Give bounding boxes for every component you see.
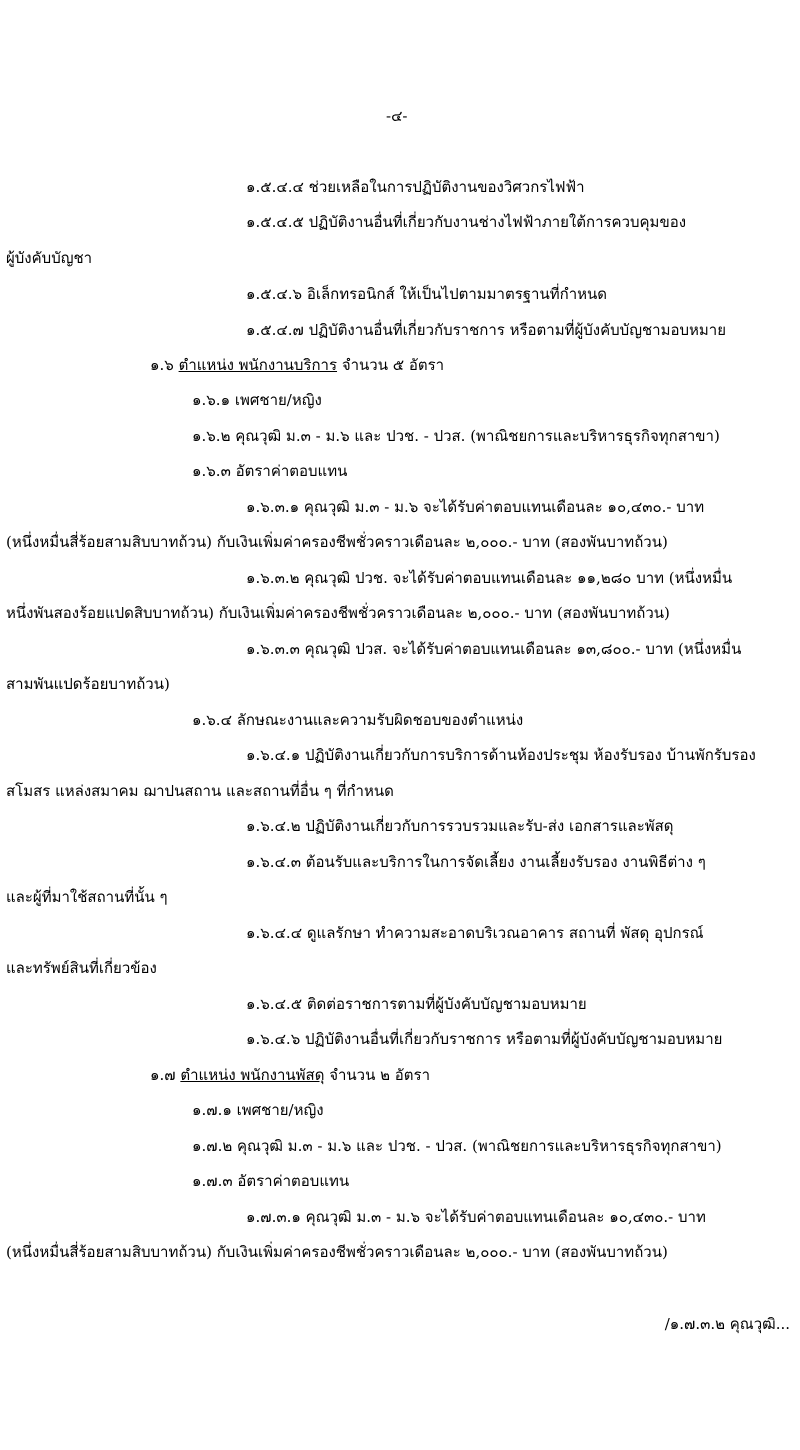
line-1-6-3-1-cont: (หนึ่งหมื่นสี่ร้อยสามสิบบาทถ้วน) กับเงินเพิ่มค่าครองชีพชั่วคราวเดือนละ ๒,๐๐๐.- บาท (สองพันบาทถ้วน) — [6, 533, 668, 551]
line-1-6-4: ๑.๖.๔ ลักษณะงานและความรับผิดชอบของตำแหน่ง — [192, 711, 524, 729]
line-1-6-4-3-cont: และผู้ที่มาใช้สถานที่นั้น ๆ — [6, 888, 168, 906]
line-1-5-4-5: ๑.๕.๔.๕ ปฏิบัติงานอื่นที่เกี่ยวกับงานช่างไฟฟ้าภายใต้การควบคุมของ — [246, 213, 687, 231]
line-1-7-2: ๑.๗.๒ คุณวุฒิ ม.๓ - ม.๖ และ ปวช. - ปวส. (พาณิชยการและบริหารธุรกิจทุกสาขา) — [192, 1137, 722, 1155]
heading-count: จำนวน ๒ อัตรา — [329, 1066, 431, 1084]
line-1-6-4-5: ๑.๖.๔.๕ ติดต่อราชการตามที่ผู้บังคับบัญชามอบหมาย — [246, 995, 587, 1013]
line-1-6-4-4: ๑.๖.๔.๔ ดูแลรักษา ทำความสะอาดบริเวณอาคาร สถานที่ พัสดุ อุปกรณ์ — [246, 924, 704, 942]
line-1-6-3-2-cont: หนึ่งพันสองร้อยแปดสิบบาทถ้วน) กับเงินเพิ่มค่าครองชีพชั่วคราวเดือนละ ๒,๐๐๐.- บาท (สองพันบาทถ้วน) — [6, 604, 670, 622]
heading-number: ๑.๖ — [150, 356, 174, 374]
heading-count: จำนวน ๕ อัตรา — [341, 356, 445, 374]
line-1-7-3-1-cont: (หนึ่งหมื่นสี่ร้อยสามสิบบาทถ้วน) กับเงินเพิ่มค่าครองชีพชั่วคราวเดือนละ ๒,๐๐๐.- บาท (สองพันบาทถ้วน) — [6, 1243, 668, 1261]
continuation-marker: /๑.๗.๓.๒ คุณวุฒิ... — [664, 1315, 790, 1333]
line-1-6-4-2: ๑.๖.๔.๒ ปฏิบัติงานเกี่ยวกับการรวบรวมและรับ-ส่ง เอกสารและพัสดุ — [246, 817, 674, 835]
heading-title: ตำแหน่ง พนักงานบริการ — [178, 356, 338, 374]
line-1-5-4-4: ๑.๕.๔.๔ ช่วยเหลือในการปฏิบัติงานของวิศวกรไฟฟ้า — [246, 178, 585, 196]
line-1-6-4-1-cont: สโมสร แหล่งสมาคม ฌาปนสถาน และสถานที่อื่น ๆ ที่กำหนด — [6, 782, 394, 800]
line-1-7-3-1: ๑.๗.๓.๑ คุณวุฒิ ม.๓ - ม.๖ จะได้รับค่าตอบแทนเดือนละ ๑๐,๔๓๐.- บาท — [246, 1208, 706, 1226]
line-1-6-4-6: ๑.๖.๔.๖ ปฏิบัติงานอื่นที่เกี่ยวกับราชการ หรือตามที่ผู้บังคับบัญชามอบหมาย — [246, 1030, 723, 1048]
line-1-6-3-1: ๑.๖.๓.๑ คุณวุฒิ ม.๓ - ม.๖ จะได้รับค่าตอบแทนเดือนละ ๑๐,๔๓๐.- บาท — [246, 498, 705, 516]
line-1-6-3-3: ๑.๖.๓.๓ คุณวุฒิ ปวส. จะได้รับค่าตอบแทนเดือนละ ๑๓,๘๐๐.- บาท (หนึ่งหมื่น — [246, 640, 742, 658]
line-1-6-4-3: ๑.๖.๔.๓ ต้อนรับและบริการในการจัดเลี้ยง งานเลี้ยงรับรอง งานพิธีต่าง ๆ — [246, 853, 706, 871]
line-1-5-4-7: ๑.๕.๔.๗ ปฏิบัติงานอื่นที่เกี่ยวกับราชการ หรือตามที่ผู้บังคับบัญชามอบหมาย — [246, 321, 726, 339]
position-heading-1-6 — [150, 355, 444, 375]
line-1-5-4-5-cont: ผู้บังคับบัญชา — [6, 249, 93, 267]
line-1-5-4-6: ๑.๕.๔.๖ อิเล็กทรอนิกส์ ให้เป็นไปตามมาตรฐานที่กำหนด — [246, 285, 608, 303]
position-heading-1-7 — [150, 1065, 430, 1085]
line-1-6-3-3-cont: สามพันแปดร้อยบาทถ้วน) — [6, 675, 170, 693]
line-1-6-3: ๑.๖.๓ อัตราค่าตอบแทน — [192, 462, 348, 480]
line-1-6-4-4-cont: และทรัพย์สินที่เกี่ยวข้อง — [6, 959, 157, 977]
line-1-7-3: ๑.๗.๓ อัตราค่าตอบแทน — [192, 1172, 350, 1190]
line-1-6-2: ๑.๖.๒ คุณวุฒิ ม.๓ - ม.๖ และ ปวช. - ปวส. (พาณิชยการและบริหารธุรกิจทุกสาขา) — [192, 427, 720, 445]
heading-title: ตำแหน่ง พนักงานพัสดุ — [180, 1066, 325, 1084]
line-1-6-3-2: ๑.๖.๓.๒ คุณวุฒิ ปวช. จะได้รับค่าตอบแทนเดือนละ ๑๑,๒๘๐ บาท (หนึ่งหมื่น — [246, 569, 733, 587]
line-1-6-1: ๑.๖.๑ เพศชาย/หญิง — [192, 391, 322, 409]
line-1-7-1: ๑.๗.๑ เพศชาย/หญิง — [192, 1101, 324, 1119]
page-number: -๔- — [386, 107, 408, 125]
heading-number: ๑.๗ — [150, 1066, 176, 1084]
line-1-6-4-1: ๑.๖.๔.๑ ปฏิบัติงานเกี่ยวกับการบริการด้านห้องประชุม ห้องรับรอง บ้านพักรับรอง — [246, 746, 756, 764]
